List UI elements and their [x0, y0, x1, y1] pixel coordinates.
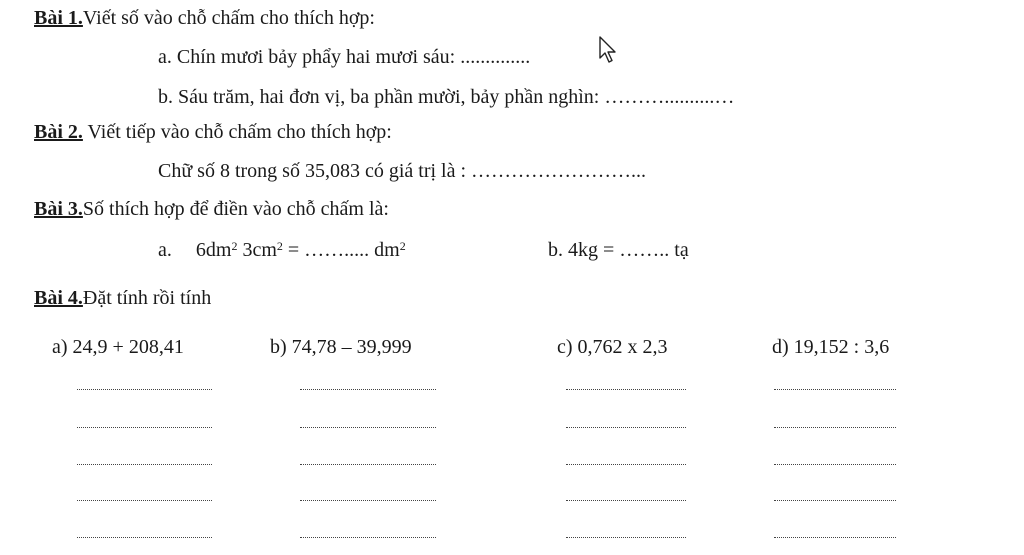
exercise-3a-value-1: 6dm: [195, 239, 232, 261]
answer-blank-line: [566, 537, 686, 538]
exercise-2-heading: [34, 120, 392, 144]
answer-blank-line: [300, 500, 436, 501]
answer-blank-line: [77, 537, 212, 538]
exercise-2-label: Bài 2.: [34, 121, 83, 143]
answer-blank-line: [300, 389, 436, 390]
problem-c: c) 0,762 x 2,3: [557, 336, 668, 358]
answer-blank-line: [77, 389, 212, 390]
exercise-3b-expression: 4kg = …….. tạ: [568, 239, 689, 261]
exercise-3b: [548, 238, 689, 262]
answer-blank-line: [774, 389, 896, 390]
answer-blank-line: [774, 464, 896, 465]
exercise-1-label: Bài 1.: [34, 7, 83, 29]
answer-blank-line: [566, 464, 686, 465]
answer-blank-line: [300, 427, 436, 428]
exercise-3-heading: [34, 197, 389, 221]
answer-blank-line: [566, 427, 686, 428]
answer-blank-line: [77, 464, 212, 465]
exercise-3a-equals: = ……..... dm: [282, 239, 400, 261]
exercise-4-instruction: Đặt tính rồi tính: [82, 287, 212, 309]
exercise-3a-exp-2: 2: [276, 239, 283, 253]
answer-blank-line: [774, 500, 896, 501]
exercise-1-instruction: Viết số vào chỗ chấm cho thích hợp:: [82, 7, 375, 29]
answer-blank-line: [300, 464, 436, 465]
problem-d: d) 19,152 : 3,6: [772, 336, 890, 358]
answer-blank-line: [77, 427, 212, 428]
exercise-1b: b. Sáu trăm, hai đơn vị, ba phần mười, bảy phần nghìn: ………..........…: [158, 86, 735, 108]
problem-a: a) 24,9 + 208,41: [52, 336, 184, 358]
answer-blank-line: [566, 389, 686, 390]
exercise-1a: a. Chín mươi bảy phẩy hai mươi sáu: ..............: [158, 46, 531, 68]
exercise-3a-value-2: 3cm: [237, 239, 277, 261]
exercise-3a: [158, 238, 406, 262]
exercise-3b-prefix: b.: [548, 239, 563, 261]
exercise-3-instruction: Số thích hợp để điền vào chỗ chấm là:: [82, 198, 389, 220]
mouse-cursor-icon: [598, 36, 618, 64]
answer-blank-line: [566, 500, 686, 501]
exercise-2-instruction: Viết tiếp vào chỗ chấm cho thích hợp:: [82, 121, 392, 143]
exercise-3a-exp-3: 2: [399, 239, 406, 253]
answer-blank-line: [774, 537, 896, 538]
answer-blank-line: [300, 537, 436, 538]
exercise-2-line: Chữ số 8 trong số 35,083 có giá trị là : ……………………...: [158, 160, 647, 182]
exercise-3a-exp-1: 2: [231, 239, 238, 253]
problem-b: b) 74,78 – 39,999: [270, 336, 412, 358]
answer-blank-line: [77, 500, 212, 501]
answer-blank-line: [774, 427, 896, 428]
exercise-3-label: Bài 3.: [34, 198, 83, 220]
exercise-4-label: Bài 4.: [34, 287, 83, 309]
exercise-3a-prefix: a.: [158, 239, 172, 261]
exercise-4-heading: [34, 286, 211, 310]
exercise-1-heading: [34, 6, 375, 30]
